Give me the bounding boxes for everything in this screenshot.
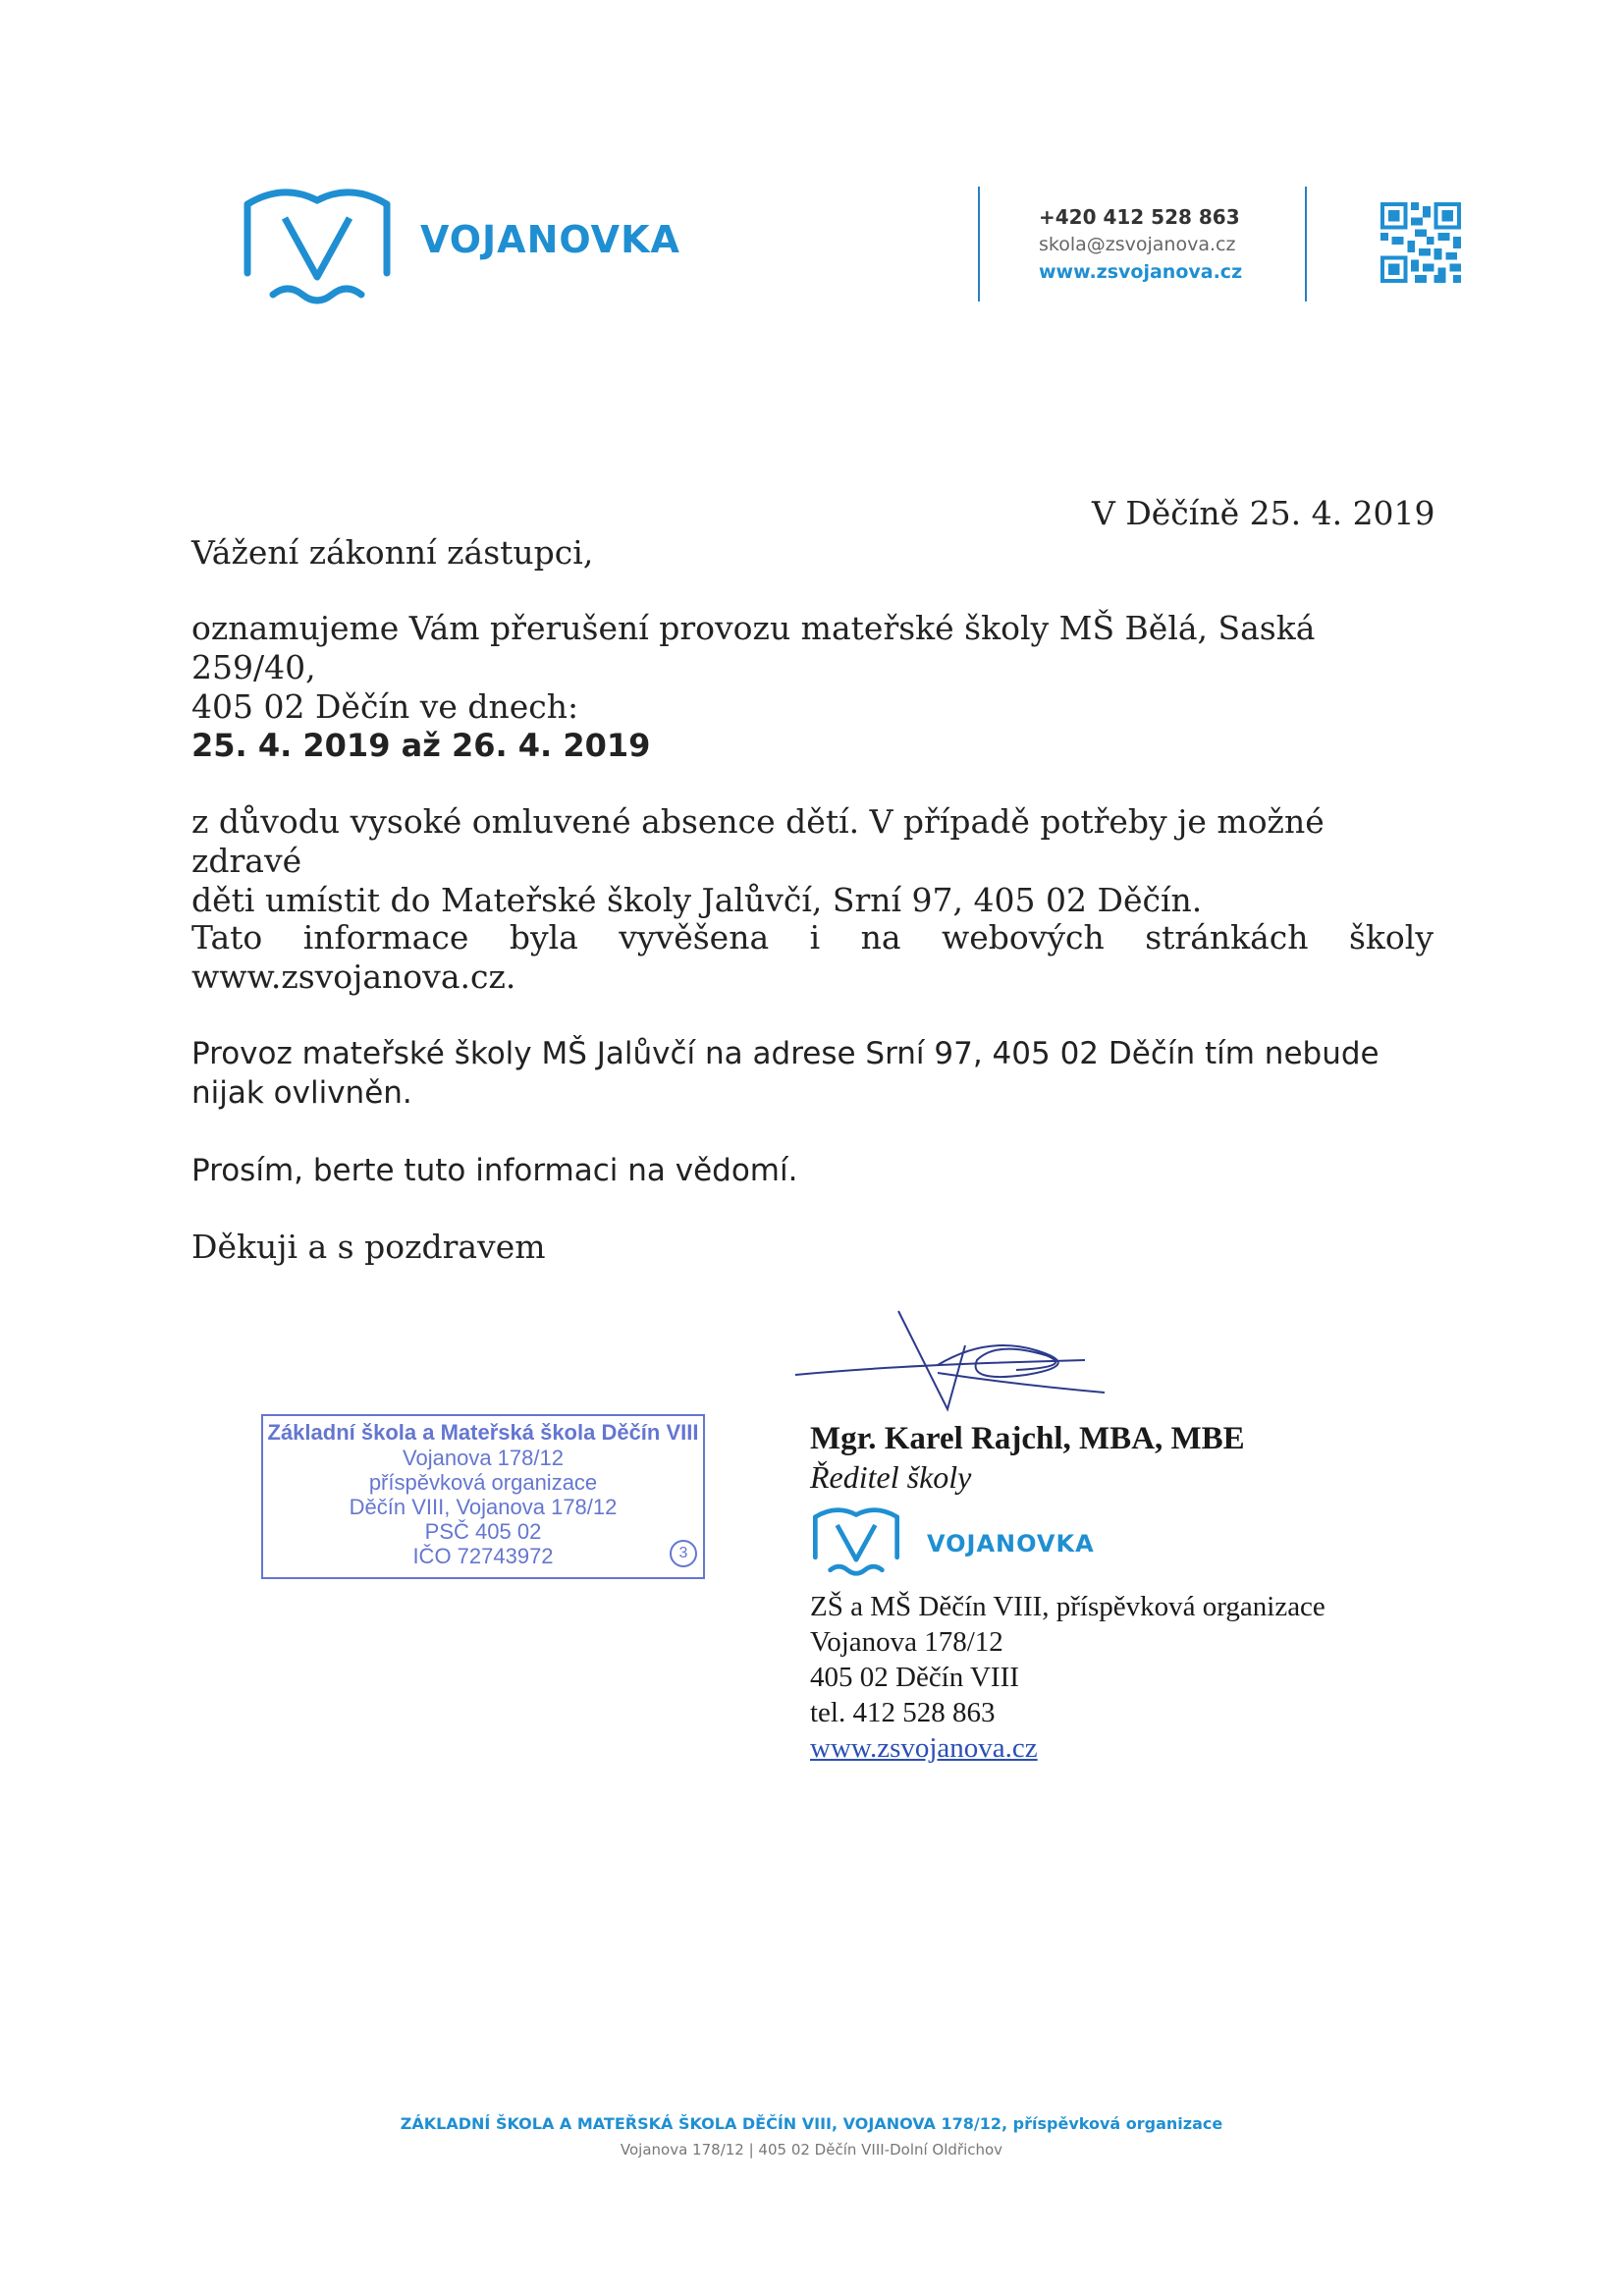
stamp-line-2: Vojanova 178/12 xyxy=(403,1446,564,1470)
paragraph-4-line-1: Provoz mateřské školy MŠ Jalůvčí na adrese Srní 97, 405 02 Děčín tím nebude xyxy=(191,1036,1380,1071)
salutation: Vážení zákonní zástupci, xyxy=(191,533,594,572)
handwritten-signature xyxy=(790,1306,1114,1419)
paragraph-4 xyxy=(191,1034,1434,1113)
footer-line-1: ZÁKLADNÍ ŠKOLA A MATEŘSKÁ ŠKOLA DĚČÍN VIII, VOJANOVA 178/12, příspěvková organizace xyxy=(400,2114,1223,2133)
signatory-name: Mgr. Karel Rajchl, MBA, MBE xyxy=(810,1421,1245,1456)
contact-phone: +420 412 528 863 xyxy=(1039,205,1240,229)
org-line-4: tel. 412 528 863 xyxy=(810,1697,996,1728)
closure-dates: 25. 4. 2019 až 26. 4. 2019 xyxy=(191,727,651,764)
school-stamp xyxy=(261,1414,705,1579)
paragraph-3-line-1: Tato informace byla vyvěšena i na webových stránkách školy xyxy=(191,918,1434,957)
stamp-line-3: příspěvková organizace xyxy=(368,1470,598,1495)
stamp-line-5: PSČ 405 02 xyxy=(424,1519,542,1544)
contact-web: www.zsvojanova.cz xyxy=(1039,261,1243,283)
stamp-line-1: Základní škola a Mateřská škola Děčín VIII xyxy=(267,1420,699,1445)
paragraph-2 xyxy=(191,802,1434,920)
paragraph-3-line-2: www.zsvojanova.cz. xyxy=(191,957,516,996)
qr-code-icon xyxy=(1380,202,1461,283)
paragraph-4-line-2: nijak ovlivněn. xyxy=(191,1075,412,1111)
signatory-role: Ředitel školy xyxy=(810,1459,972,1495)
place-date: V Děčíně 25. 4. 2019 xyxy=(1092,494,1435,532)
header-divider-right xyxy=(1305,187,1307,301)
org-line-2: Vojanova 178/12 xyxy=(810,1626,1003,1658)
org-web-link[interactable]: www.zsvojanova.cz xyxy=(810,1732,1038,1764)
stamp-line-6: IČO 72743972 xyxy=(412,1544,554,1568)
paragraph-2-line-2: děti umístit do Mateřské školy Jalůvčí, Srní 97, 405 02 Děčín. xyxy=(191,881,1203,919)
paragraph-2-line-1: z důvodu vysoké omluvené absence dětí. V případě potřeby je možné zdravé xyxy=(191,802,1325,880)
contact-email: skola@zsvojanova.cz xyxy=(1039,234,1236,255)
paragraph-5: Prosím, berte tuto informaci na vědomí. xyxy=(191,1153,798,1188)
paragraph-1 xyxy=(191,609,1434,727)
org-line-3: 405 02 Děčín VIII xyxy=(810,1662,1019,1693)
stamp-line-4: Děčín VIII, Vojanova 178/12 xyxy=(349,1495,618,1519)
school-info xyxy=(810,1589,1325,1766)
stamp-number: 3 xyxy=(670,1540,697,1567)
vojanovka-logo-icon xyxy=(243,183,391,310)
paragraph-1-line-1: oznamujeme Vám přerušení provozu mateřské školy MŠ Bělá, Saská 259/40, xyxy=(191,609,1316,686)
footer-line-2: Vojanova 178/12 | 405 02 Děčín VIII-Dolní Oldřichov xyxy=(620,2141,1003,2159)
org-line-1: ZŠ a MŠ Děčín VIII, příspěvková organizace xyxy=(810,1591,1325,1622)
contact-block xyxy=(1039,203,1242,286)
paragraph-1-line-2: 405 02 Děčín ve dnech: xyxy=(191,687,579,726)
closing: Děkuji a s pozdravem xyxy=(191,1228,546,1266)
brand-name-small: VOJANOVKA xyxy=(927,1530,1095,1558)
vojanovka-logo-small-icon xyxy=(813,1503,899,1581)
paragraph-3 xyxy=(191,918,1434,997)
brand-name: VOJANOVKA xyxy=(420,218,680,261)
header-divider-left xyxy=(978,187,980,301)
